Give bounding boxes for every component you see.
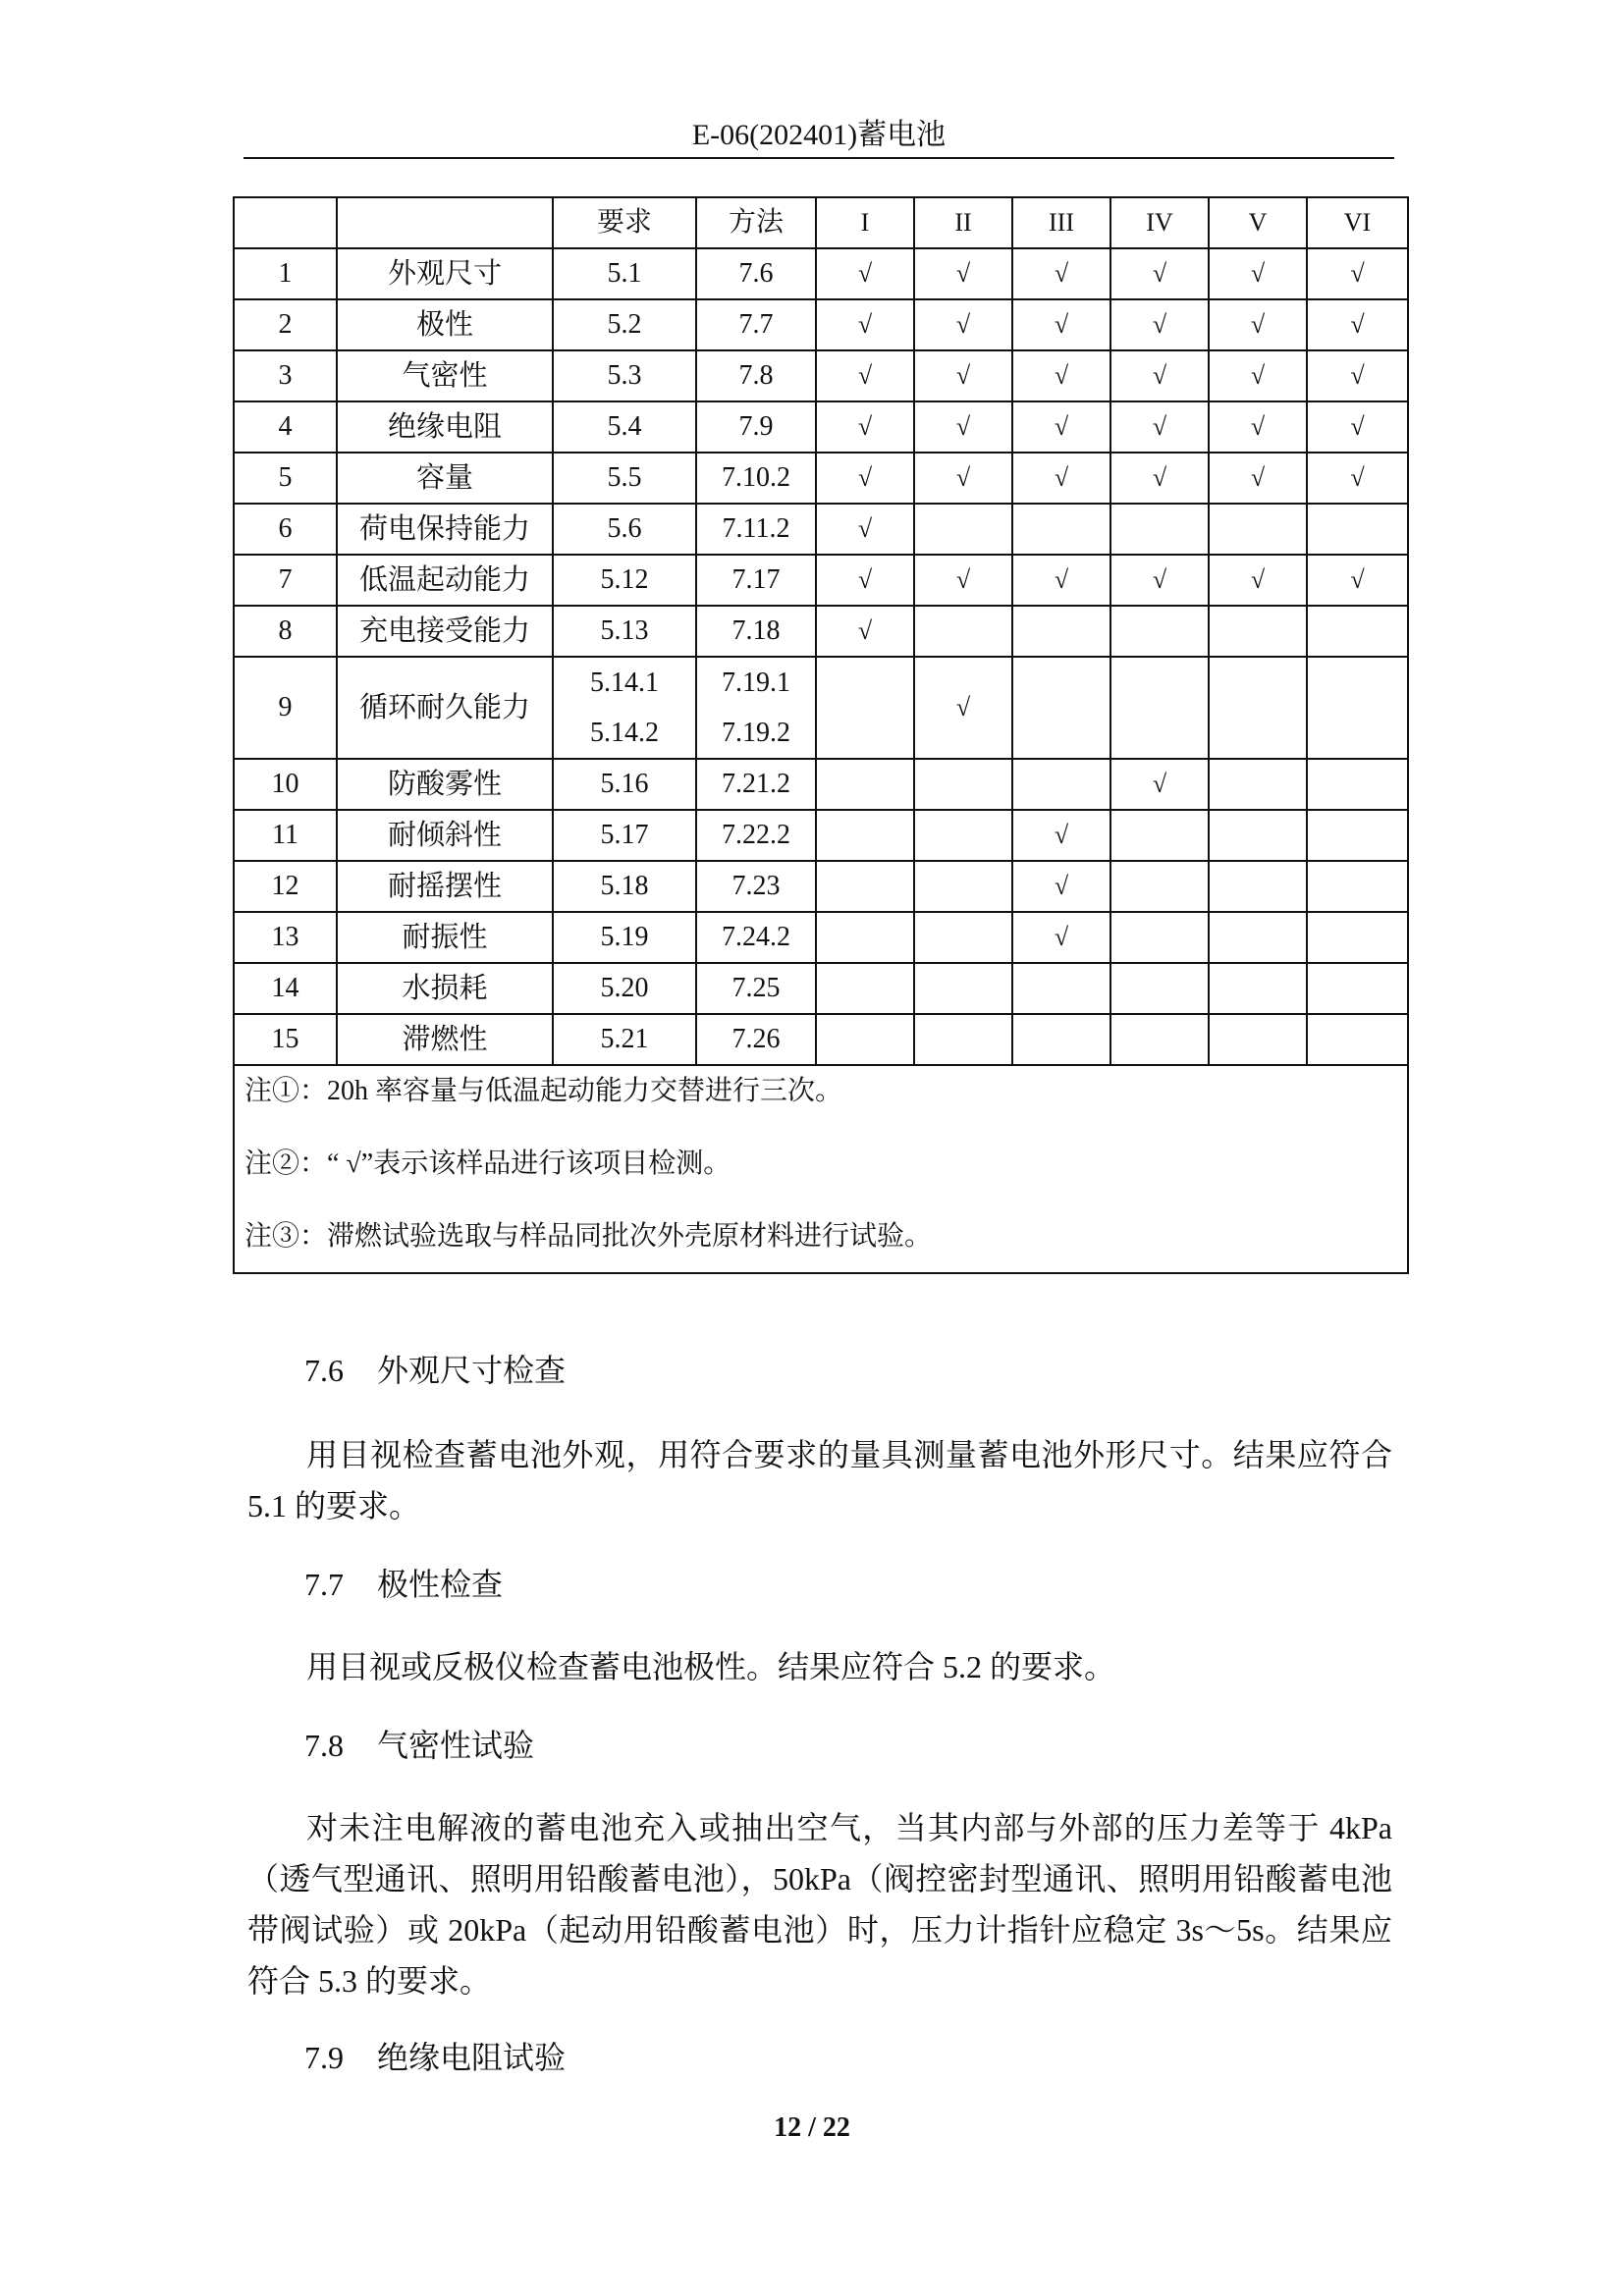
method-clause: 7.17 bbox=[696, 555, 816, 606]
sample-check-cell bbox=[914, 759, 1012, 810]
sample-check-cell bbox=[1307, 504, 1408, 555]
sample-check-cell bbox=[1110, 657, 1209, 759]
sample-check-cell bbox=[1110, 810, 1209, 861]
sample-check-cell: √ bbox=[914, 555, 1012, 606]
sample-check-cell bbox=[914, 1014, 1012, 1065]
method-clause: 7.8 bbox=[696, 350, 816, 401]
sample-check-cell bbox=[1110, 1014, 1209, 1065]
method-clause: 7.23 bbox=[696, 861, 816, 912]
header-rule bbox=[244, 157, 1394, 159]
sample-check-cell: √ bbox=[816, 401, 914, 453]
sample-check-cell bbox=[1307, 606, 1408, 657]
row-number: 14 bbox=[234, 963, 337, 1014]
sample-check-cell bbox=[1307, 759, 1408, 810]
sample-check-cell: √ bbox=[914, 299, 1012, 350]
sample-check-cell bbox=[1209, 657, 1307, 759]
sample-check-cell bbox=[914, 810, 1012, 861]
table-row bbox=[234, 248, 1408, 299]
column-header: V bbox=[1209, 197, 1307, 248]
sample-check-cell bbox=[914, 504, 1012, 555]
table-note: 注②：“ √”表示该样品进行该项目检测。 bbox=[244, 1148, 731, 1179]
sample-check-cell: √ bbox=[1307, 401, 1408, 453]
table-row bbox=[234, 555, 1408, 606]
sample-check-cell bbox=[1307, 657, 1408, 759]
sample-check-cell bbox=[816, 759, 914, 810]
column-header bbox=[234, 197, 337, 248]
row-number: 15 bbox=[234, 1014, 337, 1065]
requirement-clause-1: 5.14.1 bbox=[590, 667, 659, 698]
sample-check-cell bbox=[816, 963, 914, 1014]
sample-check-cell: √ bbox=[1307, 350, 1408, 401]
sample-check-cell: √ bbox=[1110, 555, 1209, 606]
sample-check-cell bbox=[1209, 861, 1307, 912]
section-paragraph: 对未注电解液的蓄电池充入或抽出空气，当其内部与外部的压力差等于 4kPa（透气型通讯、照明用铅酸蓄电池），50kPa（阀控密封型通讯、照明用铅酸蓄电池带阀试验）或 20kPa（起动用铅酸蓄电池）时，压力计指针应稳定 3s～5s。结果应符合 5.3 的要求。 bbox=[247, 1810, 1392, 1999]
sample-check-cell: √ bbox=[1307, 248, 1408, 299]
requirement-clause: 5.19 bbox=[553, 912, 696, 963]
item-name: 低温起动能力 bbox=[337, 555, 553, 606]
requirement-clause: 5.3 bbox=[553, 350, 696, 401]
sample-check-cell bbox=[914, 861, 1012, 912]
item-name: 滞燃性 bbox=[337, 1014, 553, 1065]
method-clause: 7.9 bbox=[696, 401, 816, 453]
method-clause: 7.22.2 bbox=[696, 810, 816, 861]
sample-check-cell bbox=[1110, 963, 1209, 1014]
row-number: 5 bbox=[234, 453, 337, 504]
table-row bbox=[234, 912, 1408, 963]
sample-check-cell: √ bbox=[1012, 350, 1110, 401]
item-name: 耐倾斜性 bbox=[337, 810, 553, 861]
column-header: II bbox=[914, 197, 1012, 248]
sample-check-cell: √ bbox=[1307, 555, 1408, 606]
sample-check-cell bbox=[1307, 810, 1408, 861]
table-row bbox=[234, 350, 1408, 401]
item-name: 充电接受能力 bbox=[337, 606, 553, 657]
sample-check-cell: √ bbox=[1209, 248, 1307, 299]
notes-row bbox=[234, 1065, 1408, 1273]
sample-check-cell bbox=[1209, 759, 1307, 810]
row-number: 2 bbox=[234, 299, 337, 350]
sample-check-cell bbox=[914, 606, 1012, 657]
requirement-clause: 5.16 bbox=[553, 759, 696, 810]
row-number: 9 bbox=[234, 657, 337, 759]
table-row bbox=[234, 453, 1408, 504]
row-number: 13 bbox=[234, 912, 337, 963]
table-row bbox=[234, 759, 1408, 810]
row-number: 12 bbox=[234, 861, 337, 912]
method-clause: 7.11.2 bbox=[696, 504, 816, 555]
item-name: 气密性 bbox=[337, 350, 553, 401]
column-header: IV bbox=[1110, 197, 1209, 248]
sample-check-cell: √ bbox=[1209, 453, 1307, 504]
sample-check-cell: √ bbox=[816, 350, 914, 401]
sample-check-cell: √ bbox=[1209, 350, 1307, 401]
method-clause bbox=[696, 657, 816, 759]
sample-check-cell: √ bbox=[1012, 912, 1110, 963]
item-name: 循环耐久能力 bbox=[337, 657, 553, 759]
row-number: 8 bbox=[234, 606, 337, 657]
sample-check-cell: √ bbox=[1209, 555, 1307, 606]
page-header: E-06(202401)蓄电池 bbox=[691, 119, 947, 151]
table-row bbox=[234, 606, 1408, 657]
method-clause-2: 7.19.2 bbox=[722, 717, 790, 748]
item-name: 耐振性 bbox=[337, 912, 553, 963]
section-heading: 7.6 外观尺寸检查 bbox=[304, 1353, 567, 1388]
sample-check-cell bbox=[816, 861, 914, 912]
column-header: III bbox=[1012, 197, 1110, 248]
method-clause: 7.7 bbox=[696, 299, 816, 350]
section-heading: 7.7 极性检查 bbox=[304, 1567, 504, 1602]
requirement-clause: 5.6 bbox=[553, 504, 696, 555]
sample-check-cell: √ bbox=[914, 248, 1012, 299]
item-name: 极性 bbox=[337, 299, 553, 350]
requirement-clause-2: 5.14.2 bbox=[590, 717, 659, 748]
row-number: 1 bbox=[234, 248, 337, 299]
sample-check-cell: √ bbox=[1307, 453, 1408, 504]
table-row bbox=[234, 299, 1408, 350]
sample-check-cell: √ bbox=[914, 401, 1012, 453]
sample-check-cell bbox=[1012, 657, 1110, 759]
table-header-row bbox=[234, 197, 1408, 248]
column-header bbox=[337, 197, 553, 248]
row-number: 6 bbox=[234, 504, 337, 555]
table-row bbox=[234, 861, 1408, 912]
requirement-clause bbox=[553, 657, 696, 759]
method-clause-1: 7.19.1 bbox=[722, 667, 790, 698]
sample-check-cell: √ bbox=[1110, 350, 1209, 401]
requirement-clause: 5.18 bbox=[553, 861, 696, 912]
sample-check-cell bbox=[1209, 504, 1307, 555]
sample-check-cell: √ bbox=[1012, 861, 1110, 912]
requirement-clause: 5.17 bbox=[553, 810, 696, 861]
table-row bbox=[234, 963, 1408, 1014]
sample-check-cell bbox=[816, 810, 914, 861]
section-heading: 7.9 绝缘电阻试验 bbox=[304, 2040, 567, 2075]
sample-check-cell: √ bbox=[914, 453, 1012, 504]
row-number: 4 bbox=[234, 401, 337, 453]
row-number: 3 bbox=[234, 350, 337, 401]
sample-check-cell bbox=[1110, 504, 1209, 555]
sample-check-cell: √ bbox=[1110, 759, 1209, 810]
method-clause: 7.25 bbox=[696, 963, 816, 1014]
table-row bbox=[234, 1014, 1408, 1065]
item-name: 耐摇摆性 bbox=[337, 861, 553, 912]
test-matrix-table bbox=[233, 196, 1409, 1274]
sample-check-cell: √ bbox=[816, 555, 914, 606]
section-paragraph: 用目视检查蓄电池外观，用符合要求的量具测量蓄电池外形尺寸。结果应符合 5.1 的要求。 bbox=[247, 1437, 1392, 1523]
sample-check-cell bbox=[1012, 606, 1110, 657]
item-name: 容量 bbox=[337, 453, 553, 504]
section-heading: 7.8 气密性试验 bbox=[304, 1728, 535, 1763]
sample-check-cell bbox=[1209, 963, 1307, 1014]
section-paragraph: 用目视或反极仪检查蓄电池极性。结果应符合 5.2 的要求。 bbox=[306, 1649, 1116, 1684]
table-row bbox=[234, 504, 1408, 555]
method-clause: 7.24.2 bbox=[696, 912, 816, 963]
method-clause: 7.26 bbox=[696, 1014, 816, 1065]
item-name: 外观尺寸 bbox=[337, 248, 553, 299]
page-number: 12 / 22 bbox=[774, 2112, 850, 2143]
sample-check-cell: √ bbox=[1110, 299, 1209, 350]
requirement-clause: 5.5 bbox=[553, 453, 696, 504]
sample-check-cell bbox=[1110, 606, 1209, 657]
sample-check-cell: √ bbox=[1209, 299, 1307, 350]
sample-check-cell: √ bbox=[914, 350, 1012, 401]
sample-check-cell bbox=[816, 657, 914, 759]
sample-check-cell bbox=[1307, 912, 1408, 963]
sample-check-cell: √ bbox=[1012, 401, 1110, 453]
sample-check-cell: √ bbox=[1209, 401, 1307, 453]
method-clause: 7.21.2 bbox=[696, 759, 816, 810]
sample-check-cell bbox=[1012, 1014, 1110, 1065]
sample-check-cell: √ bbox=[1012, 453, 1110, 504]
column-header: 要求 bbox=[553, 197, 696, 248]
sample-check-cell: √ bbox=[914, 657, 1012, 759]
method-clause: 7.10.2 bbox=[696, 453, 816, 504]
sample-check-cell: √ bbox=[1012, 555, 1110, 606]
sample-check-cell bbox=[816, 912, 914, 963]
sample-check-cell bbox=[1110, 861, 1209, 912]
sample-check-cell: √ bbox=[1012, 299, 1110, 350]
item-name: 防酸雾性 bbox=[337, 759, 553, 810]
method-clause: 7.6 bbox=[696, 248, 816, 299]
sample-check-cell bbox=[1209, 912, 1307, 963]
table-note: 注①：20h 率容量与低温起动能力交替进行三次。 bbox=[244, 1076, 843, 1106]
sample-check-cell: √ bbox=[1110, 248, 1209, 299]
sample-check-cell: √ bbox=[816, 248, 914, 299]
sample-check-cell: √ bbox=[1307, 299, 1408, 350]
sample-check-cell bbox=[816, 1014, 914, 1065]
requirement-clause: 5.4 bbox=[553, 401, 696, 453]
requirement-clause: 5.20 bbox=[553, 963, 696, 1014]
item-name: 水损耗 bbox=[337, 963, 553, 1014]
row-number: 11 bbox=[234, 810, 337, 861]
table-row bbox=[234, 810, 1408, 861]
sample-check-cell: √ bbox=[1110, 401, 1209, 453]
sample-check-cell: √ bbox=[816, 606, 914, 657]
requirement-clause: 5.1 bbox=[553, 248, 696, 299]
sample-check-cell bbox=[1307, 861, 1408, 912]
requirement-clause: 5.13 bbox=[553, 606, 696, 657]
sample-check-cell bbox=[1209, 810, 1307, 861]
row-number: 7 bbox=[234, 555, 337, 606]
sample-check-cell bbox=[1110, 912, 1209, 963]
sample-check-cell bbox=[1307, 963, 1408, 1014]
row-number: 10 bbox=[234, 759, 337, 810]
notes-cell bbox=[234, 1065, 1408, 1273]
table-note: 注③：滞燃试验选取与样品同批次外壳原材料进行试验。 bbox=[244, 1221, 933, 1252]
sample-check-cell bbox=[1012, 759, 1110, 810]
requirement-clause: 5.12 bbox=[553, 555, 696, 606]
sample-check-cell bbox=[1012, 963, 1110, 1014]
sample-check-cell: √ bbox=[816, 504, 914, 555]
sample-check-cell bbox=[1307, 1014, 1408, 1065]
item-name: 绝缘电阻 bbox=[337, 401, 553, 453]
method-clause: 7.18 bbox=[696, 606, 816, 657]
sample-check-cell: √ bbox=[1110, 453, 1209, 504]
sample-check-cell: √ bbox=[816, 299, 914, 350]
table-row bbox=[234, 401, 1408, 453]
requirement-clause: 5.2 bbox=[553, 299, 696, 350]
sample-check-cell bbox=[914, 912, 1012, 963]
column-header: I bbox=[816, 197, 914, 248]
sample-check-cell bbox=[1012, 504, 1110, 555]
column-header: VI bbox=[1307, 197, 1408, 248]
sample-check-cell: √ bbox=[816, 453, 914, 504]
sample-check-cell bbox=[914, 963, 1012, 1014]
sample-check-cell bbox=[1209, 606, 1307, 657]
item-name: 荷电保持能力 bbox=[337, 504, 553, 555]
sample-check-cell: √ bbox=[1012, 810, 1110, 861]
column-header: 方法 bbox=[696, 197, 816, 248]
table-row bbox=[234, 657, 1408, 759]
sample-check-cell bbox=[1209, 1014, 1307, 1065]
sample-check-cell: √ bbox=[1012, 248, 1110, 299]
requirement-clause: 5.21 bbox=[553, 1014, 696, 1065]
